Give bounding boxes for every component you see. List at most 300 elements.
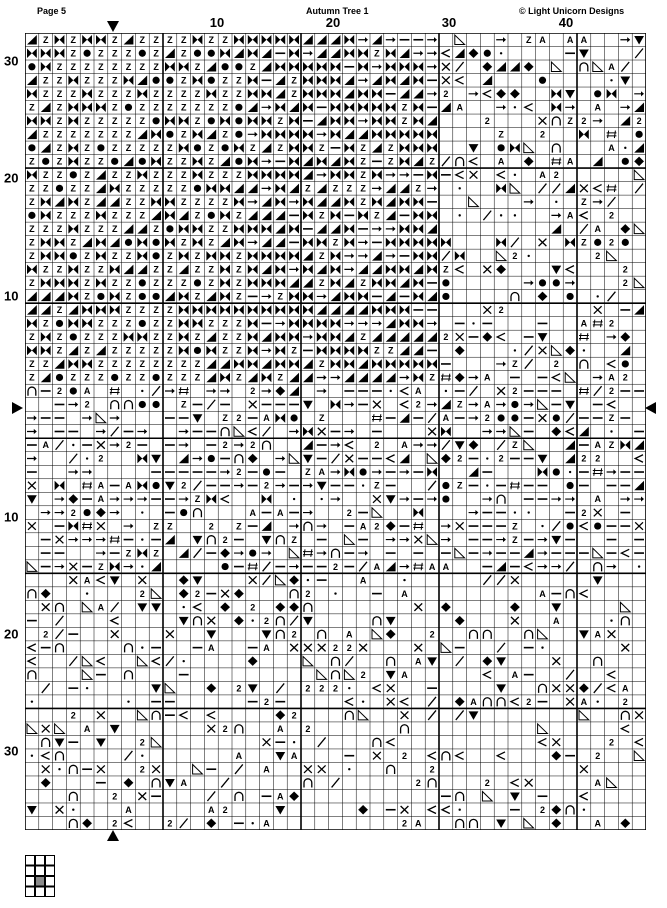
stitch-symbol-filled-circle <box>249 549 256 556</box>
stitch-symbol-filled-circle <box>208 117 215 124</box>
stitch-symbol-arrow <box>386 172 396 177</box>
stitch-symbol-Z-letter: Z <box>374 480 380 491</box>
stitch-symbol-Z-letter: Z <box>139 305 146 316</box>
stitch-symbol-letter-A: A <box>83 386 91 397</box>
stitch-symbol-bowtie <box>413 508 423 518</box>
stitch-symbol-black-triangle <box>344 278 354 288</box>
stitch-symbol-Z-letter: Z <box>70 237 77 248</box>
stitch-symbol-cross <box>111 630 119 638</box>
stitch-symbol-dash <box>289 215 299 217</box>
stitch-symbol-black-triangle <box>262 332 272 342</box>
stitch-symbol-filled-circle <box>511 401 518 408</box>
stitch-symbol-digit-2: 2 <box>222 440 228 451</box>
stitch-symbol-dash <box>579 417 589 419</box>
stitch-symbol-Z-letter: Z <box>208 170 215 181</box>
stitch-symbol-Z-letter: Z <box>98 372 104 383</box>
stitch-symbol-Z-letter: Z <box>180 129 187 140</box>
stitch-symbol-letter-A: A <box>125 804 132 815</box>
stitch-symbol-digit-2: 2 <box>429 764 435 775</box>
stitch-symbol-arrow <box>262 388 272 393</box>
stitch-symbol-dash <box>82 444 92 446</box>
stitch-symbol-Z-letter: Z <box>222 102 228 113</box>
stitch-symbol-dash <box>248 647 258 649</box>
stitch-symbol-Z-letter: Z <box>498 129 504 140</box>
stitch-symbol-digit-2: 2 <box>608 386 615 397</box>
stitch-symbol-digit-2: 2 <box>181 480 187 491</box>
stitch-symbol-Z-letter: Z <box>167 318 173 329</box>
stitch-symbol-less-than <box>401 698 409 706</box>
stitch-symbol-Z-letter: Z <box>111 129 118 140</box>
stitch-symbol-slash <box>345 656 353 666</box>
stitch-symbol-dot <box>459 187 461 189</box>
stitch-symbol-right-triangle <box>565 373 575 383</box>
stitch-symbol-down-triangle <box>55 738 65 747</box>
stitch-symbol-black-triangle <box>358 265 368 275</box>
stitch-symbol-cross <box>345 455 353 463</box>
stitch-symbol-letter-A: A <box>401 588 408 599</box>
stitch-symbol-bowtie <box>234 359 244 369</box>
stitch-symbol-arrow <box>262 186 272 191</box>
stitch-symbol-bowtie <box>234 197 244 207</box>
stitch-symbol-right-triangle <box>496 251 506 261</box>
stitch-symbol-Z-letter: Z <box>236 210 242 221</box>
stitch-symbol-letter-A: A <box>359 521 367 532</box>
stitch-symbol-dot <box>141 755 143 757</box>
stitch-symbol-bowtie <box>275 305 285 315</box>
stitch-symbol-bowtie <box>137 332 147 342</box>
stitch-symbol-less-than <box>608 671 616 679</box>
stitch-symbol-slash <box>442 440 450 450</box>
stitch-symbol-Z-letter: Z <box>236 332 242 343</box>
stitch-symbol-dash <box>620 471 630 473</box>
stitch-symbol-dash <box>262 323 272 325</box>
stitch-symbol-dash <box>220 404 230 406</box>
stitch-symbol-bowtie <box>400 130 410 140</box>
stitch-symbol-dot <box>610 619 612 621</box>
stitch-symbol-arrow <box>68 537 78 542</box>
stitch-symbol-arrow <box>482 496 492 501</box>
stitch-symbol-digit-2: 2 <box>222 723 228 734</box>
stitch-symbol-dot <box>58 768 60 770</box>
stitch-symbol-down-triangle <box>496 657 506 666</box>
stitch-symbol-cross <box>552 657 560 665</box>
stitch-symbol-Z-letter: Z <box>139 61 146 72</box>
stitch-symbol-arch <box>456 157 464 166</box>
stitch-symbol-diamond <box>455 616 465 626</box>
stitch-symbol-Z-letter: Z <box>222 413 228 424</box>
stitch-symbol-dash <box>538 377 548 379</box>
stitch-symbol-down-triangle <box>303 617 313 626</box>
stitch-symbol-filled-circle <box>235 63 242 70</box>
stitch-symbol-dash <box>248 701 258 703</box>
stitch-symbol-bowtie <box>234 224 244 234</box>
stitch-symbol-digit-2: 2 <box>112 818 118 829</box>
stitch-symbol-dash <box>620 417 630 419</box>
stitch-symbol-slash <box>456 656 464 666</box>
stitch-symbol-bowtie <box>262 305 272 315</box>
stitch-symbol-dash <box>524 485 534 487</box>
stitch-symbol-bowtie <box>413 292 423 302</box>
stitch-symbol-arrow <box>193 456 203 461</box>
stitch-symbol-dash <box>482 323 492 325</box>
stitch-symbol-black-triangle <box>289 184 299 194</box>
page-label: Page 5 <box>37 6 67 16</box>
stitch-symbol-digit-2: 2 <box>194 588 201 599</box>
stitch-symbol-dash <box>206 485 216 487</box>
stitch-symbol-dash <box>551 390 561 392</box>
stitch-symbol-dash <box>248 417 258 419</box>
stitch-symbol-black-triangle <box>165 49 175 59</box>
stitch-symbol-arrow <box>275 456 285 461</box>
stitch-symbol-letter-A: A <box>415 656 422 667</box>
stitch-symbol-arrow <box>110 442 120 447</box>
stitch-symbol-dash <box>386 93 396 95</box>
stitch-symbol-dash <box>579 471 589 473</box>
stitch-symbol-letter-A: A <box>553 615 560 626</box>
stitch-symbol-Z-letter: Z <box>153 521 159 532</box>
stitch-symbol-arrow <box>317 172 327 177</box>
stitch-symbol-Z-letter: Z <box>84 224 90 235</box>
stitch-symbol-Z-letter: Z <box>29 224 35 235</box>
stitch-symbol-black-triangle <box>110 197 120 207</box>
stitch-symbol-letter-A: A <box>566 156 574 167</box>
stitch-symbol-dash <box>331 485 341 487</box>
stitch-symbol-down-triangle <box>96 738 106 747</box>
stitch-symbol-cross <box>552 684 560 692</box>
stitch-symbol-diamond <box>441 602 451 612</box>
stitch-symbol-letter-A: A <box>594 494 601 505</box>
stitch-symbol-bowtie <box>331 332 341 342</box>
stitch-symbol-Z-letter: Z <box>84 116 90 127</box>
stitch-symbol-dot <box>514 511 516 513</box>
stitch-symbol-bowtie <box>289 170 299 180</box>
stitch-symbol-bowtie <box>400 197 410 207</box>
stitch-symbol-bowtie <box>303 89 313 99</box>
stitch-symbol-cross <box>414 644 422 652</box>
stitch-symbol-cross <box>608 630 616 638</box>
stitch-symbol-bowtie <box>220 265 230 275</box>
stitch-symbol-bowtie <box>386 103 396 113</box>
stitch-symbol-arrow <box>538 550 548 555</box>
stitch-symbol-dot <box>514 106 516 108</box>
stitch-symbol-slash <box>608 292 616 302</box>
stitch-symbol-Z-letter: Z <box>153 48 159 59</box>
stitch-symbol-dot <box>348 687 350 689</box>
stitch-symbol-black-triangle <box>41 373 51 383</box>
stitch-symbol-arrow <box>496 429 506 434</box>
stitch-symbol-diamond <box>289 602 299 612</box>
stitch-symbol-arch <box>304 779 312 788</box>
stitch-symbol-diamond <box>386 629 396 639</box>
stitch-symbol-down-triangle <box>27 495 37 504</box>
stitch-symbol-arrow <box>427 91 437 96</box>
stitch-symbol-bowtie <box>303 305 313 315</box>
stitch-symbol-arrow <box>137 429 147 434</box>
stitch-symbol-down-triangle <box>551 536 561 545</box>
stitch-symbol-digit-2: 2 <box>139 764 145 775</box>
stitch-symbol-black-triangle <box>248 103 258 113</box>
stitch-symbol-black-triangle <box>124 224 134 234</box>
stitch-symbol-Z-letter: Z <box>98 332 104 343</box>
stitch-symbol-bowtie <box>137 238 147 248</box>
stitch-symbol-arch <box>152 711 160 720</box>
stitch-symbol-arrow <box>469 91 479 96</box>
stitch-symbol-dash <box>344 485 354 487</box>
stitch-symbol-right-triangle <box>538 629 548 639</box>
stitch-symbol-Z-letter: Z <box>29 102 35 113</box>
stitch-symbol-black-triangle <box>344 332 354 342</box>
stitch-symbol-dash <box>317 566 327 568</box>
stitch-symbol-dash <box>427 687 437 689</box>
stitch-symbol-down-triangle <box>469 144 479 153</box>
stitch-symbol-dot <box>183 606 185 608</box>
stitch-symbol-slash <box>470 386 478 396</box>
stitch-symbol-Z-letter: Z <box>194 332 201 343</box>
stitch-symbol-right-triangle <box>620 602 630 612</box>
stitch-symbol-diamond <box>275 602 285 612</box>
stitch-symbol-right-triangle <box>344 670 354 680</box>
stitch-symbol-arrow <box>496 402 506 407</box>
stitch-symbol-right-triangle <box>634 224 644 234</box>
stitch-symbol-black-triangle <box>55 197 65 207</box>
stitch-symbol-cross <box>442 63 450 71</box>
stitch-symbol-diamond <box>469 49 479 59</box>
stitch-symbol-black-triangle <box>275 211 285 221</box>
stitch-symbol-bowtie <box>41 62 51 72</box>
stitch-symbol-right-triangle <box>607 251 617 261</box>
stitch-symbol-bowtie <box>400 359 410 369</box>
stitch-symbol-filled-circle <box>208 77 215 84</box>
stitch-symbol-bowtie <box>234 35 244 45</box>
stitch-symbol-arrow <box>110 510 120 515</box>
stitch-symbol-letter-A: A <box>290 750 298 761</box>
stitch-symbol-cross <box>456 522 464 530</box>
stitch-symbol-less-than <box>28 644 36 652</box>
stitch-symbol-slash <box>69 656 77 666</box>
stitch-symbol-down-triangle <box>262 630 272 639</box>
stitch-symbol-bowtie <box>179 224 189 234</box>
stitch-symbol-right-triangle <box>372 629 382 639</box>
stitch-symbol-bowtie <box>248 49 258 59</box>
stitch-symbol-dash <box>220 458 230 460</box>
stitch-symbol-less-than <box>387 738 395 746</box>
stitch-symbol-Z-letter: Z <box>111 61 118 72</box>
stitch-symbol-dash <box>151 498 161 500</box>
stitch-symbol-bowtie <box>68 521 78 531</box>
stitch-symbol-slash <box>539 184 547 194</box>
stitch-symbol-bowtie <box>427 143 437 153</box>
stitch-symbol-Z-letter: Z <box>70 183 77 194</box>
stitch-symbol-bowtie <box>551 103 561 113</box>
stitch-symbol-Z-letter: Z <box>153 34 159 45</box>
stitch-symbol-cross <box>221 590 229 598</box>
stitch-symbol-Z-letter: Z <box>111 143 118 154</box>
stitch-symbol-less-than <box>249 428 257 436</box>
stitch-symbol-bowtie <box>331 400 341 410</box>
stitch-symbol-arch <box>387 765 395 774</box>
stitch-symbol-bowtie <box>510 143 520 153</box>
stitch-symbol-Z-letter: Z <box>167 264 173 275</box>
stitch-symbol-arch <box>263 441 271 450</box>
stitch-symbol-bowtie <box>303 292 313 302</box>
stitch-symbol-arrow <box>317 550 327 555</box>
stitch-symbol-bowtie <box>400 305 410 315</box>
stitch-symbol-arch <box>497 495 505 504</box>
stitch-symbol-Z-letter: Z <box>153 102 159 113</box>
stitch-symbol-bowtie <box>620 440 630 450</box>
stitch-symbol-arrow <box>358 253 368 258</box>
stitch-symbol-Z-letter: Z <box>222 224 228 235</box>
stitch-symbol-diamond <box>220 602 230 612</box>
stitch-symbol-bowtie <box>400 319 410 329</box>
stitch-symbol-dash <box>455 417 465 419</box>
stitch-symbol-arch <box>373 617 381 626</box>
stitch-symbol-Z-letter: Z <box>567 116 573 127</box>
stitch-symbol-arch <box>56 644 64 653</box>
stitch-symbol-arrow <box>165 388 175 393</box>
stitch-symbol-bowtie <box>193 224 203 234</box>
stitch-symbol-dash <box>262 404 272 406</box>
stitch-symbol-cross <box>401 711 409 719</box>
stitch-symbol-bowtie <box>137 548 147 558</box>
stitch-symbol-bowtie <box>331 130 341 140</box>
stitch-symbol-arrow <box>620 496 630 501</box>
stitch-symbol-Z-letter: Z <box>208 102 215 113</box>
stitch-symbol-slash <box>608 197 616 207</box>
stitch-symbol-slash <box>428 481 436 491</box>
stitch-symbol-arch <box>111 401 119 410</box>
stitch-symbol-filled-circle <box>153 482 160 489</box>
stitch-symbol-letter-A: A <box>97 494 105 505</box>
stitch-symbol-bowtie <box>289 292 299 302</box>
stitch-symbol-down-triangle <box>455 441 465 450</box>
stitch-symbol-dash <box>82 768 92 770</box>
stitch-symbol-dot <box>86 592 88 594</box>
stitch-symbol-dash <box>344 215 354 217</box>
stitch-symbol-Z-letter: Z <box>56 61 63 72</box>
stitch-symbol-black-triangle <box>372 373 382 383</box>
stitch-symbol-black-triangle <box>565 440 575 450</box>
stitch-symbol-black-triangle <box>303 170 313 180</box>
stitch-symbol-filled-circle <box>111 374 118 381</box>
stitch-symbol-bowtie <box>427 265 437 275</box>
stitch-symbol-bowtie <box>165 211 175 221</box>
stitch-symbol-letter-A: A <box>359 575 367 586</box>
stitch-symbol-Z-letter: Z <box>305 467 311 478</box>
stitch-symbol-arrow <box>96 429 106 434</box>
stitch-symbol-black-triangle <box>386 319 396 329</box>
stitch-symbol-Z-letter: Z <box>167 278 173 289</box>
stitch-symbol-arch <box>318 630 326 639</box>
stitch-symbol-dash <box>427 79 437 81</box>
stitch-symbol-arrow <box>289 523 299 528</box>
stitch-symbol-black-triangle <box>179 265 189 275</box>
stitch-symbol-Z-letter: Z <box>180 197 187 208</box>
stitch-symbol-dot <box>321 498 323 500</box>
stitch-symbol-dash <box>524 674 534 676</box>
stitch-symbol-diamond <box>96 508 106 518</box>
stitch-symbol-down-triangle <box>165 482 175 491</box>
stitch-symbol-bowtie <box>262 278 272 288</box>
stitch-symbol-slash <box>497 440 505 450</box>
stitch-symbol-arrow <box>262 159 272 164</box>
stitch-symbol-Z-letter: Z <box>167 251 173 262</box>
stitch-symbol-Z-letter: Z <box>84 156 90 167</box>
stitch-symbol-dot <box>307 579 309 581</box>
stitch-symbol-arrow <box>496 361 506 366</box>
stitch-symbol-bowtie <box>124 332 134 342</box>
stitch-symbol-bowtie <box>55 49 65 59</box>
column-number-30: 30 <box>441 15 457 30</box>
stitch-symbol-dash <box>165 512 175 514</box>
stitch-symbol-Z-letter: Z <box>236 318 242 329</box>
stitch-symbol-digit-2: 2 <box>332 561 339 572</box>
stitch-symbol-filled-circle <box>139 158 146 165</box>
stitch-symbol-filled-circle <box>153 77 160 84</box>
stitch-symbol-dot <box>141 538 143 540</box>
stitch-symbol-slash <box>483 211 491 221</box>
stitch-symbol-bowtie <box>331 346 341 356</box>
stitch-symbol-bowtie <box>68 265 78 275</box>
stitch-symbol-arrow <box>248 240 258 245</box>
stitch-symbol-Z-letter: Z <box>236 264 242 275</box>
stitch-symbol-arrow <box>331 469 341 474</box>
stitch-symbol-cross <box>566 684 574 692</box>
stitch-symbol-bowtie <box>248 346 258 356</box>
stitch-symbol-bowtie <box>289 157 299 167</box>
stitch-symbol-arrow <box>124 496 134 501</box>
stitch-symbol-Z-letter: Z <box>29 183 35 194</box>
stitch-symbol-cross <box>42 725 50 733</box>
stitch-symbol-arrow <box>220 388 230 393</box>
stitch-symbol-filled-circle <box>153 374 160 381</box>
stitch-symbol-slash <box>635 49 643 59</box>
stitch-symbol-dash <box>510 552 520 554</box>
stitch-symbol-Z-letter: Z <box>415 183 422 194</box>
stitch-symbol-less-than <box>497 752 505 760</box>
stitch-symbol-filled-circle <box>153 293 160 300</box>
stitch-symbol-Z-letter: Z <box>291 534 297 545</box>
stitch-symbol-cross <box>207 725 215 733</box>
stitch-symbol-Z-letter: Z <box>56 102 63 113</box>
stitch-symbol-bowtie <box>427 211 437 221</box>
stitch-symbol-arrow <box>607 334 617 339</box>
stitch-symbol-diamond <box>41 778 51 788</box>
stitch-symbol-diamond <box>179 589 189 599</box>
stitch-symbol-letter-A: A <box>580 34 588 45</box>
stitch-symbol-cross <box>566 698 574 706</box>
stitch-symbol-bowtie <box>400 157 410 167</box>
stitch-symbol-arrow <box>386 226 396 231</box>
stitch-symbol-Z-letter: Z <box>249 61 256 72</box>
stitch-symbol-bowtie <box>331 319 341 329</box>
stitch-symbol-cross <box>621 644 629 652</box>
stitch-symbol-Z-letter: Z <box>84 278 90 289</box>
stitch-symbol-cross <box>97 522 105 530</box>
row-number-20-bottom: 20 <box>4 626 19 642</box>
stitch-symbol-letter-A: A <box>622 683 629 694</box>
stitch-symbol-black-triangle <box>110 238 120 248</box>
stitch-symbol-filled-circle <box>622 360 629 367</box>
stitch-symbol-dot <box>141 646 143 648</box>
stitch-symbol-filled-circle <box>125 239 132 246</box>
stitch-symbol-cross <box>249 401 257 409</box>
stitch-symbol-letter-A: A <box>97 602 105 613</box>
stitch-symbol-Z-letter: Z <box>222 88 228 99</box>
stitch-symbol-down-triangle <box>510 792 520 801</box>
stitch-symbol-black-triangle <box>27 130 37 140</box>
stitch-symbol-dash <box>206 444 216 446</box>
